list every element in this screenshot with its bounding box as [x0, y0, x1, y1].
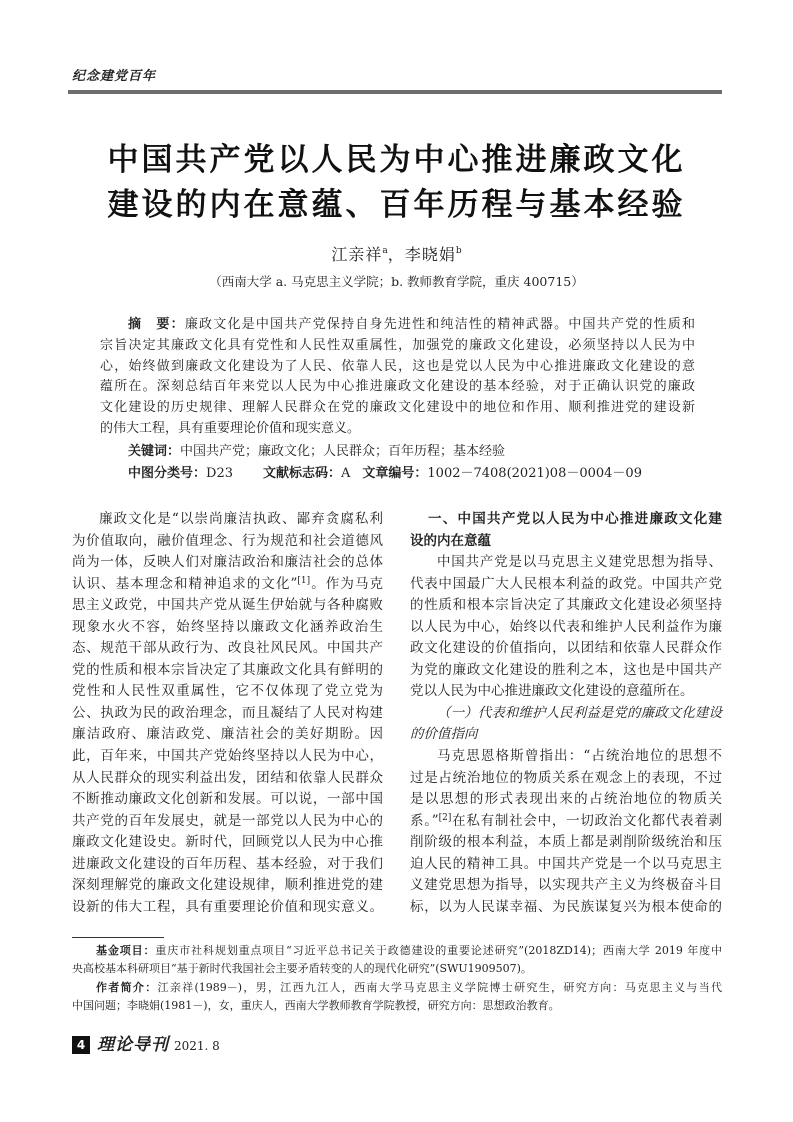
subsection-heading: （一）代表和维护人民利益是党的廉政文化建设: [437, 704, 722, 721]
body-line: 此，百年来，中国共产党始终坚持以人民为中心，: [72, 748, 383, 765]
keywords: [128, 442, 505, 462]
body-line: 深刻理解党的廉政文化建设规律，顺利推进党的建: [72, 877, 383, 894]
issue-number: 2021. 8: [174, 1039, 220, 1053]
body-line: 态、规范干部从政行为、改良社风民风。中国共产: [72, 640, 383, 657]
body-line: 标，以为人民谋幸福、为民族谋复兴为根本使命的: [410, 898, 722, 915]
keywords-text: 中国共产党；廉政文化；人民群众；百年历程；基本经验: [180, 444, 506, 459]
body-line: 从人民群众的现实利益出发，团结和依靠人民群众: [72, 769, 383, 786]
body-line: 共产党的百年发展史，就是一部党以人民为中心的: [72, 812, 383, 829]
fund-label: 基金项目：: [96, 944, 156, 957]
body-line: 的性质和根本宗旨决定了其廉政文化建设必须坚持: [410, 597, 722, 614]
document-code-label: 文献标志码：: [262, 466, 341, 481]
body-line: 公、执政为民的政治理念，而且凝结了人民对构建: [72, 704, 383, 721]
body-line: 现象水火不容，始终坚持以廉政文化涵养政治生: [72, 618, 383, 635]
body-line: 义建党思想为指导，以实现共产主义为终极奋斗目: [410, 877, 722, 894]
body-line: 以人民为中心，始终以代表和维护人民利益作为廉: [410, 618, 722, 635]
journal-name: 理论导刊: [97, 1035, 169, 1055]
title-line: 建设的内在意蕴、百年历程与基本经验: [107, 187, 686, 223]
clc-number: D23: [206, 466, 233, 481]
body-line: 廉洁政府、廉洁政党、廉洁社会的美好期盼。因: [72, 726, 383, 743]
body-line: [410, 811, 722, 833]
abstract-line: 蕴所在。深刻总结百年来党以人民为中心推进廉政文化建设的基本经验，对于正确认识党的廉政: [100, 379, 695, 395]
body-line: 思主义政党，中国共产党从诞生伊始就与各种腐败: [72, 597, 383, 614]
body-text: 系。”: [410, 812, 439, 829]
body-line: 中国共产党是以马克思主义建党思想为指导、: [437, 554, 722, 571]
body-line: 削阶级的根本利益，本质上都是剥削阶级统治和压: [410, 834, 722, 851]
abstract-line: 文化建设的历史规律、理解人民群众在党的廉政文化建设中的地位和作用、顺利推进党的建设新: [100, 400, 695, 416]
fund-note: [72, 942, 722, 960]
body-line: 为价值取向，融价值理念、行为规范和社会道德风: [72, 532, 383, 549]
body-line: 廉政文化是“以崇尚廉洁执政、鄙弃贪腐私利: [99, 511, 383, 527]
body-line: 进廉政文化建设的百年历程、基本经验，对于我们: [72, 855, 383, 872]
body-line: 政文化建设的价值指向，以团结和依靠人民群众作: [410, 640, 722, 657]
affiliation-mark: a: [382, 246, 388, 256]
abstract-line: 的伟大工程，具有重要理论价值和现实意义。: [100, 420, 361, 436]
author-name: 江亲祥: [331, 245, 383, 264]
body-line: 党的性质和根本宗旨决定了其廉政文化具有鲜明的: [72, 661, 383, 678]
page-number: 4: [72, 1036, 90, 1054]
body-text: 在私有制社会中，一切政治文化都代表着剥: [451, 812, 722, 829]
body-line: 是以思想的形式表现出来的占统治地位的物质关: [410, 791, 722, 808]
affiliation-mark: b: [455, 246, 462, 256]
abstract-line: [100, 315, 695, 336]
body-line: 党性和人民性双重属性，它不仅体现了党立党为: [72, 683, 383, 700]
body-line: 为党的廉政文化建设的胜利之本，这也是中国共产: [410, 661, 722, 678]
author-bio: [72, 979, 722, 997]
body-line: 设新的伟大工程，具有重要理论价值和现实意义。: [72, 898, 383, 915]
section-heading: 设的内在意蕴: [410, 532, 491, 549]
affiliation: （西南大学 a. 马克思主义学院；b. 教师教育学院，重庆 400715）: [209, 274, 584, 289]
body-text: 认识、基本理念和精神追求的文化”: [72, 575, 298, 592]
running-header: 纪念建党百年: [72, 69, 157, 84]
abstract-text: 廉政文化是中国共产党保持自身先进性和纯洁性的精神武器。中国共产党的性质和: [184, 317, 695, 332]
body-line: 廉政文化建设史。新时代，回顾党以人民为中心推: [72, 834, 383, 851]
citation-mark: [1]: [297, 575, 311, 586]
fund-note: 央高校基本科研项目“基于新时代我国社会主要矛盾转变的人的现代化研究”(SWU1909507)。: [72, 962, 532, 976]
article-number-label: 文章编号：: [362, 466, 428, 481]
article-number: 1002－7408(2021)08－0004－09: [427, 466, 642, 481]
paper-title: [0, 138, 793, 228]
document-code: A: [341, 466, 351, 481]
keywords-label: 关键词：: [128, 444, 181, 459]
footnotes: [72, 942, 722, 1016]
body-line: 尚为一体，反映人们对廉洁政治和廉洁社会的总体: [72, 554, 383, 571]
clc-label: 中图分类号：: [128, 466, 207, 481]
classification-line: [128, 464, 642, 484]
footnote-rule: [72, 937, 164, 938]
section-heading: 一、中国共产党以人民为中心推进廉政文化建: [428, 511, 722, 527]
citation-mark: [2]: [438, 812, 452, 823]
abstract-line: 心，始终做到廉政文化建设为了人民、依靠人民，这也是党以人民为中心推进廉政文化建设的意: [100, 358, 695, 374]
body-text: 。作为马克: [310, 575, 384, 592]
body-line: 代表中国最广大人民根本利益的政党。中国共产党: [410, 575, 722, 592]
author-separator: ，: [387, 245, 405, 264]
abstract-line: 宗旨决定其廉政文化具有党性和人民性双重属性，加强党的廉政文化建设，必须坚持以人民为中: [100, 337, 695, 353]
abstract: [100, 315, 695, 440]
body-left-column: [72, 509, 383, 918]
body-line: 马克思恩格斯曾指出：“占统治地位的思想不: [437, 748, 722, 765]
author-bio: 中国问题；李晓娟(1981－)，女，重庆人，西南大学教师教育学院教授，研究方向：思想政治教育。: [72, 999, 560, 1013]
body-line: 党以人民为中心推进廉政文化建设的意蕴所在。: [410, 683, 694, 700]
body-line: 过是占统治地位的物质关系在观念上的表现，不过: [410, 769, 722, 786]
title-line: 中国共产党以人民为中心推进廉政文化: [107, 142, 686, 178]
author-name: 李晓娟: [404, 245, 456, 264]
body-line: [72, 574, 383, 596]
subsection-heading: 的价值指向: [410, 726, 478, 743]
fund-text: 重庆市社科规划重点项目“习近平总书记关于政德建设的重要论述研究”(2018ZD14)；西南大学 2019 年度中: [155, 944, 722, 957]
author-bio-text: 江亲祥(1989－)，男，江西九江人，西南大学马克思主义学院博士研究生，研究方向：马克思主义与当代: [157, 980, 723, 994]
body-line: 不断推动廉政文化创新和发展。可以说，一部中国: [72, 791, 383, 808]
abstract-label: 摘 要：: [128, 317, 185, 332]
header-rule: [68, 90, 722, 94]
body-line: 迫人民的精神工具。中国共产党是一个以马克思主: [410, 855, 722, 872]
author-bio-label: 作者简介：: [96, 980, 158, 994]
author-list: [0, 245, 793, 268]
body-right-column: [410, 509, 722, 918]
